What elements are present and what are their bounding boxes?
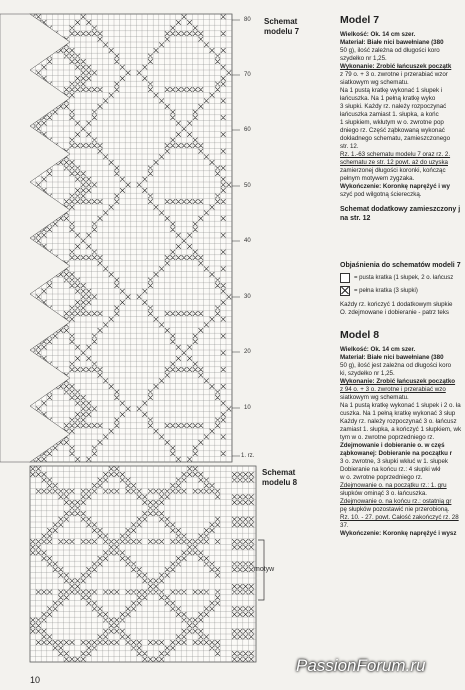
cross-square-icon <box>340 286 350 296</box>
page-number: 10 <box>30 675 41 685</box>
m7-line: szydełko nr 1,25. <box>340 55 387 62</box>
m8-line: pę słupków pozostawić nie przerobioną. <box>340 506 450 513</box>
m8-line: zamiast 1. słupka, a kończyć 1 słupkiem, wk <box>340 426 462 433</box>
extra-note-line1: Schemat dodatkowy zamieszczony j <box>340 206 461 213</box>
chart8-label-line1: Schemat <box>262 468 296 477</box>
m8-line: w o. zwrotne poprzedniego rz. <box>340 474 423 481</box>
chart8-label-line2: modelu 8 <box>262 478 298 487</box>
m7-line: Wykończenie: Koronkę naprężyć i wy <box>340 183 450 190</box>
row-number: 50 <box>244 183 251 189</box>
chart7-ticks <box>232 20 240 456</box>
m7-line: Wykonanie: Zrobić łańcuszek początk <box>340 63 452 70</box>
legend-full <box>340 286 465 296</box>
m8-line: tym w o. zwrotne poprzedniego rz. <box>340 434 435 441</box>
watermark: PassionForum.ru <box>296 656 426 675</box>
row-number: 40 <box>244 238 251 244</box>
model8-heading: Model 8 <box>340 329 380 341</box>
empty-square-icon <box>340 273 350 283</box>
row-number: 80 <box>244 17 251 23</box>
m7-line: 50 g), ilość zależna od długości koro <box>340 47 440 54</box>
m7-line: z 79 o. + 3 o. zwrotne i przerabiać wzor <box>340 71 448 78</box>
m7-line: siatkowym wg schematu. <box>340 79 409 86</box>
chart7-label-line1: Schemat <box>264 17 298 26</box>
legend-full-label: = pełna kratka (3 słupki) <box>354 288 418 294</box>
m7-line: łańcuszka zamiast 1. słupka, a końc <box>340 111 439 118</box>
m8-line: 3 o. zwrotne, 3 słupki wkłuć w 1. słupek <box>340 458 448 465</box>
instructions-column <box>340 14 465 538</box>
chart8-frame <box>30 466 256 662</box>
m7-line: Wielkość: Ok. 14 cm szer. <box>340 31 416 38</box>
chart8-label <box>262 468 297 488</box>
m8-line: siatkowym wg schematu. <box>340 394 409 401</box>
m7-line: pełnym motywem zygzaka. <box>340 175 415 182</box>
chart7-grid <box>30 14 232 462</box>
m8-line: Zdejmowanie i dobieranie o. w częś <box>340 442 445 449</box>
m7-line: zamierzonej długości koronki, kończąc <box>340 167 446 174</box>
m8-line: Każdy rz. należy rozpoczynać 3 o. łańcusz <box>340 418 457 425</box>
m7-line: 3 słupki. Każdy rz. należy rozpoczynać <box>340 103 447 110</box>
m8-line: ząbkowanej: Dobieranie na początku r <box>340 450 453 457</box>
m7-line: 1 słupkiem, wkłutym w o. zwrotne pop <box>340 119 444 126</box>
m8-line: 50 g), ilość jest zależna od długości koro <box>340 362 452 369</box>
row-number: 20 <box>244 349 251 355</box>
m8-line: 37. <box>340 522 349 529</box>
legend-empty <box>340 273 465 283</box>
m7-line: Na 1 pustą kratkę wykonać 1 słupek i <box>340 87 443 94</box>
m8-line: Rz. 10. - 27. powt. Całość zakończyć rz. 28 <box>340 514 459 521</box>
m8-line: Dobieranie na końcu rz.: 4 słupki wkł <box>340 466 441 473</box>
row-number: 10 <box>244 405 251 411</box>
extra-note-line2: na str. 12 <box>340 215 371 222</box>
legend-note-line2: O. zdejmowane i dobieranie - patrz teks <box>340 309 450 316</box>
model7-heading: Model 7 <box>340 14 380 26</box>
legend-title: Objaśnienia do schematów modeli 7 <box>340 262 461 269</box>
m8-line: ki, szydełko nr 1,25. <box>340 370 395 377</box>
m7-line: dniego rz. Część ząbkowaną wykonać <box>340 127 445 134</box>
m8-line: Materiał: Białe nici bawełniane (380 <box>340 354 444 361</box>
row-number: 1. rz. <box>241 453 255 459</box>
m7-line: szyć pod wilgotną ściereczką. <box>340 191 422 198</box>
chart7-label <box>264 17 299 37</box>
m8-line: Wielkość: Ok. 14 cm szer. <box>340 346 416 353</box>
m7-line: Rz. 1.-63 schematu modelu 7 oraz rz. 2. <box>340 151 451 158</box>
model7-text <box>340 31 465 199</box>
row-number: 70 <box>244 72 251 78</box>
m8-line: słupków ominąć 3 o. łańcuszka. <box>340 490 428 497</box>
m8-line: cuszka. Na 1 pełną kratkę wykonać 3 słup <box>340 410 456 417</box>
row-number: 60 <box>244 127 251 133</box>
m7-line: schematu ze str. 12 powt. aż do uzyska <box>340 159 448 166</box>
m8-line: Wykończenie: Koronkę naprężyć i wysz <box>340 530 457 537</box>
model8-text <box>340 346 465 538</box>
m8-line: Na 1 pustą kratkę wykonać 1 słupek i 2 o. ła <box>340 402 461 409</box>
m7-line: str. 12. <box>340 143 359 150</box>
legend-note-line1: Każdy rz. kończyć 1 dodatkowym słupkie <box>340 301 453 308</box>
motif-label: motyw <box>254 566 275 573</box>
m8-line: z 94 o. + 3 o. zwrotne i przerabiać wzo <box>340 386 446 393</box>
legend-empty-label: = pusta kratka (1 słupek, 2 o. łańcusz <box>354 275 454 281</box>
m7-line: Materiał: Białe nici bawełniane (380 <box>340 39 444 46</box>
chart7-label-line2: modelu 7 <box>264 27 300 36</box>
row-number: 30 <box>244 294 251 300</box>
m7-line: łańcuszka. Na 1 pełną kratkę wyko <box>340 95 436 102</box>
m8-line: Zdejmowanie o. na końcu rz.: ostatnią gr <box>340 498 452 505</box>
m7-line: dokładnego schematu, zamieszczonego <box>340 135 451 142</box>
m8-line: Zdejmowanie o. na początku rz.: 1. gru <box>340 482 447 489</box>
m8-line: Wykonanie: Zrobić łańcuszek początko <box>340 378 456 385</box>
